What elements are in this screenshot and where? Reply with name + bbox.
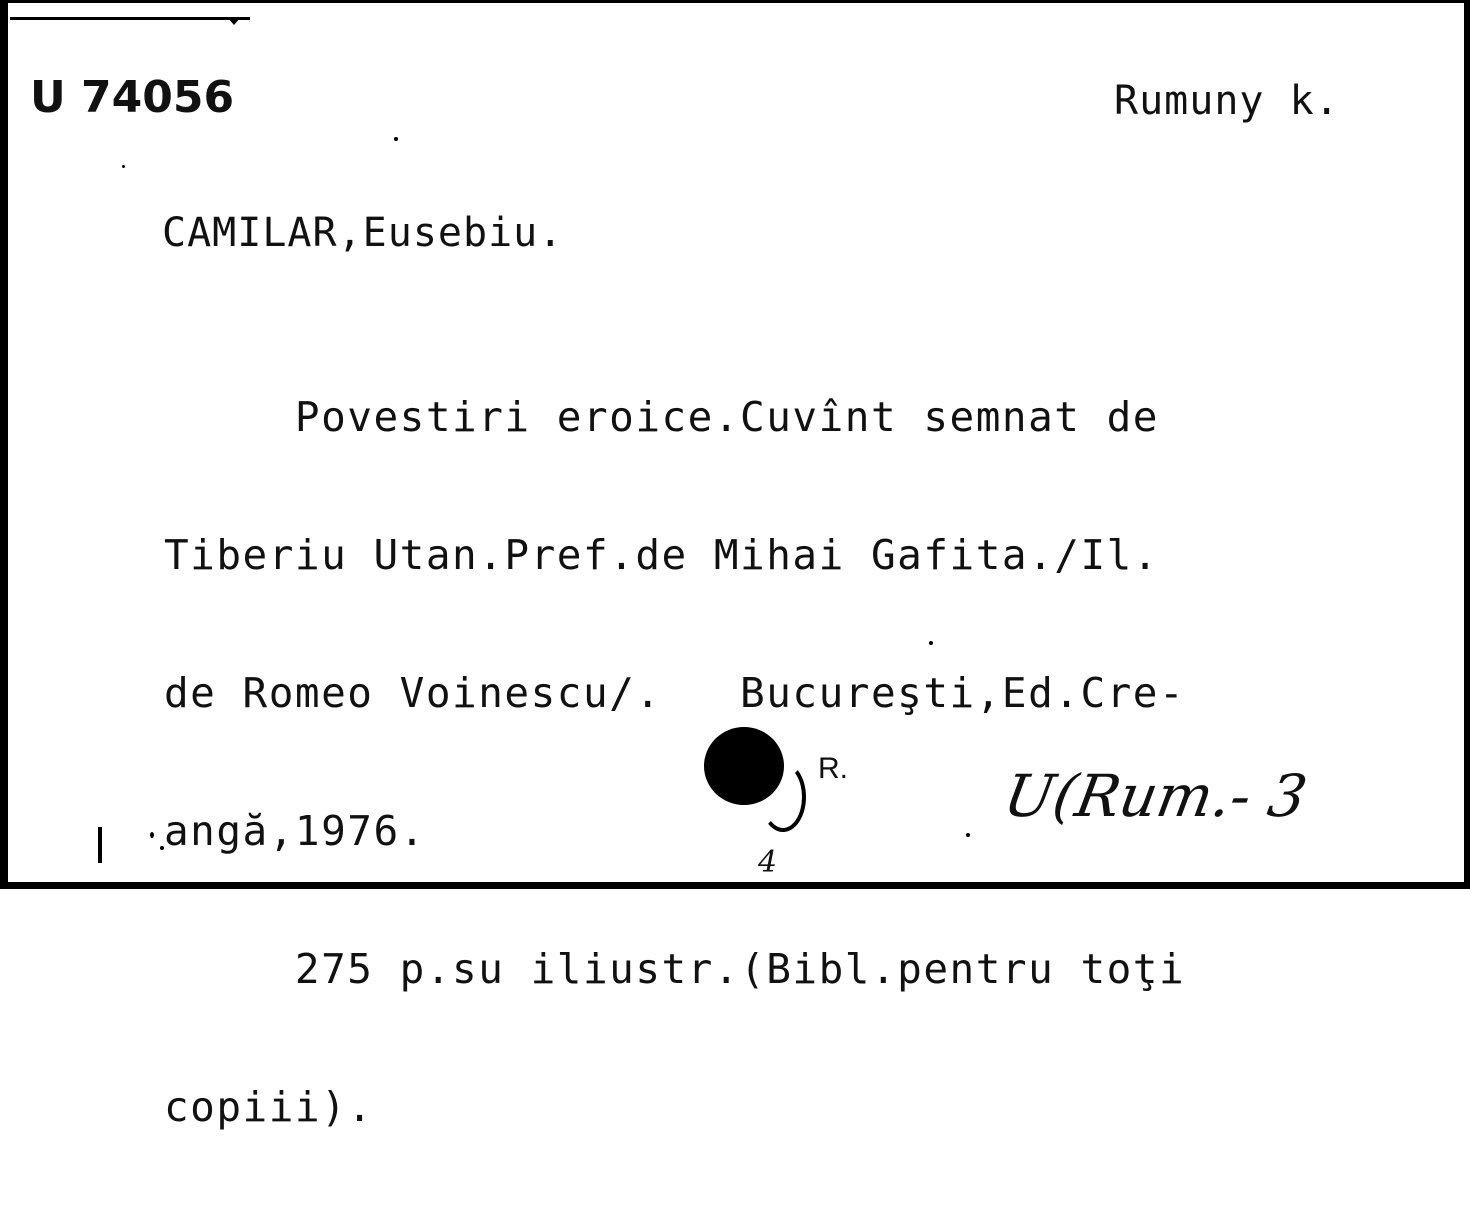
- description-line-4: angă,1976.: [164, 807, 426, 855]
- scan-speck: [150, 832, 154, 838]
- description-line-6: copiii).: [164, 1083, 374, 1131]
- description-line-2: Tiberiu Utan.Pref.de Mihai Gafita./Il.: [164, 531, 1159, 579]
- description-line-5: 275 p.su iliustr.(Bibl.pentru toţi: [164, 945, 1186, 993]
- card-border-left: [0, 0, 8, 889]
- author-entry: CAMILAR,Eusebiu.: [162, 210, 564, 256]
- description-line-1: Povestiri eroice.Cuvînt semnat de: [164, 393, 1159, 441]
- card-border-right: [1464, 0, 1470, 889]
- handwritten-shelf-note: U(Rum.- 3: [999, 762, 1312, 830]
- call-number: U 74056: [30, 72, 235, 123]
- subject-heading: Rumuny k.: [1114, 78, 1340, 124]
- scan-speck: [394, 137, 398, 141]
- card-border-top: [0, 0, 1470, 3]
- scan-speck: [160, 846, 164, 850]
- stamp-ring-mark: [760, 762, 806, 832]
- margin-mark: [98, 827, 102, 863]
- scan-speck: [122, 165, 125, 168]
- top-rule-line: [10, 17, 250, 20]
- scan-speck: [929, 641, 933, 645]
- stamp-label: R.: [818, 752, 848, 785]
- handwritten-page-number: 4: [758, 845, 778, 880]
- scan-speck: [966, 833, 970, 837]
- top-rule-tick: [228, 18, 240, 25]
- description-line-3: de Romeo Voinescu/. Bucureşti,Ed.Cre-: [164, 669, 1186, 717]
